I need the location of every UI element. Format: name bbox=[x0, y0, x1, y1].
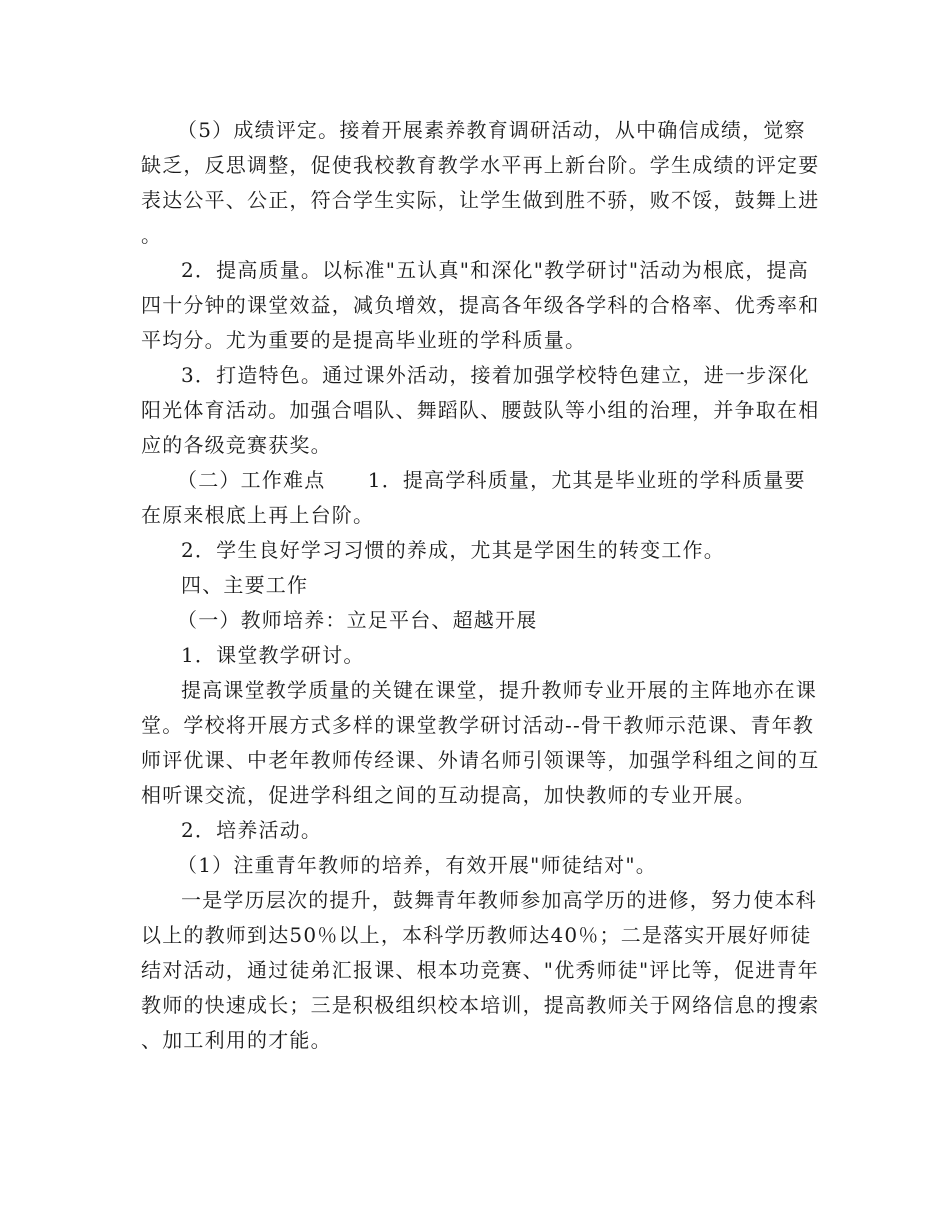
paragraph-improve-quality: 2．提高质量。以标准"五认真"和深化"教学研讨"活动为根底，提高四十分钟的课堂效益，减负增效，提高各年级各学科的合格率、优秀率和平均分。尤为重要的是提高毕业班的学科质量。 bbox=[141, 258, 820, 352]
document-body bbox=[141, 113, 821, 1058]
item-heading-young-teachers: （1）注重青年教师的培养，有效开展"师徒结对"。 bbox=[177, 853, 657, 877]
item-heading-training-activities: 2．培养活动。 bbox=[181, 818, 323, 842]
paragraph-classroom-research: 提高课堂教学质量的关键在课堂，提升教师专业开展的主阵地亦在课堂。学校将开展方式多样的课堂教学研讨活动--骨干教师示范课、青年教师评优课、中老年教师传经课、外请名师引领课等，加强学科组之间的互相听课交流，促进学科组之间的互动提高，加快教师的专业开展。 bbox=[141, 678, 820, 807]
paragraph-grade-evaluation: （5）成绩评定。接着开展素养教育调研活动，从中确信成绩，觉察缺乏，反思调整，促使我校教育教学水平再上新台阶。学生成绩的评定要表达公平、公正，符合学生实际，让学生做到胜不骄，败不馁，鼓舞上进。 bbox=[141, 118, 820, 247]
item-heading-classroom-research: 1．课堂教学研讨。 bbox=[181, 643, 365, 667]
paragraph-young-teachers: 一是学历层次的提升，鼓舞青年教师参加高学历的进修，努力使本科以上的教师到达50％以上，本科学历教师达40％；二是落实开展好师徒结对活动，通过徒弟汇报课、根本功竞赛、"优秀师徒"评比等，促进青年教师的快速成长；三是积极组织校本培训，提高教师关于网络信息的搜索、加工利用的才能。 bbox=[141, 888, 820, 1052]
paragraph-build-features: 3．打造特色。通过课外活动，接着加强学校特色建立，进一步深化阳光体育活动。加强合唱队、舞蹈队、腰鼓队等小组的治理，并争取在相应的各级竞赛获奖。 bbox=[141, 363, 820, 457]
subsection-heading-teacher-training: （一）教师培养：立足平台、超越开展 bbox=[177, 608, 538, 632]
section-heading-main-work: 四、主要工作 bbox=[181, 573, 309, 597]
paragraph-study-habits: 2．学生良好学习习惯的养成，尤其是学困生的转变工作。 bbox=[181, 538, 725, 562]
paragraph-work-difficulties: （二）工作难点 1．提高学科质量，尤其是毕业班的学科质量要在原来根底上再上台阶。 bbox=[141, 468, 806, 527]
